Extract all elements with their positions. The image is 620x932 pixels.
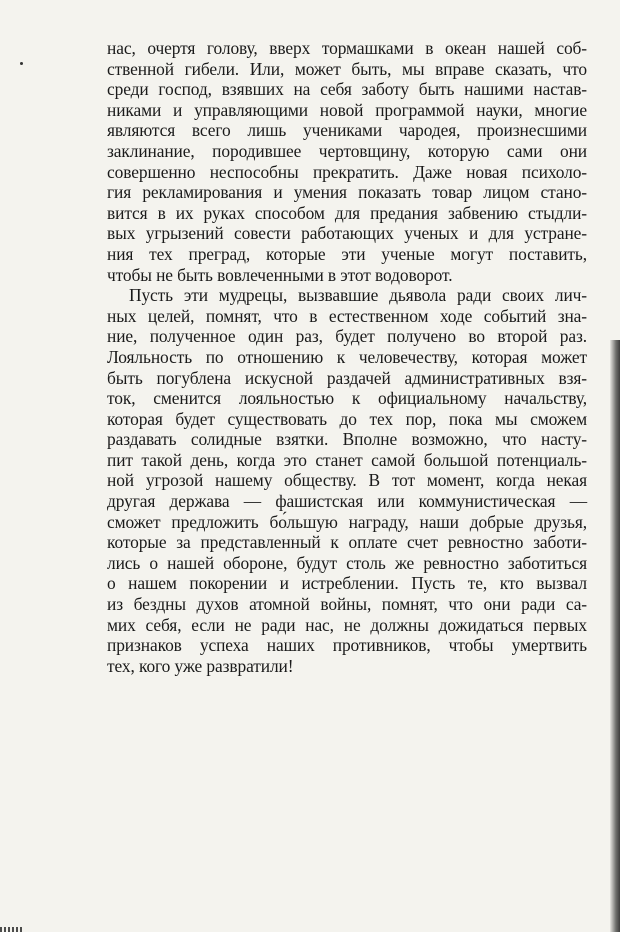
text-line: среди господ, взявших на себя заботу быть нашими настав-	[107, 79, 587, 100]
text-line: которая будет существовать до тех пор, пока мы сможем	[107, 408, 587, 429]
text-line: никами и управляющими новой программой науки, многие	[107, 99, 587, 120]
scan-corner-mark	[0, 927, 24, 932]
text-line: нас, очертя голову, вверх тормашками в океан нашей соб-	[107, 38, 587, 58]
text-line: вится в их руках способом для предания забвению стыдли-	[107, 202, 587, 223]
text-line: вых угрызений совести работающих ученых и для устране-	[107, 223, 587, 244]
text-line: Лояльность по отношению к человечеству, которая может	[107, 346, 587, 367]
text-line: быть погублена искусной раздачей административных взя-	[107, 367, 587, 388]
text-line: ние, полученное один раз, будет получено во второй раз.	[107, 326, 587, 347]
text-line: лись о нашей обороне, будут столь же ревностно заботиться	[107, 552, 587, 573]
text-line: которые за представленный к оплате счет ревностно заботи-	[107, 532, 587, 553]
margin-dot	[20, 62, 23, 65]
text-line: совершенно неспособны прекратить. Даже новая психоло-	[107, 161, 587, 182]
text-line: ственной гибели. Или, может быть, мы вправе сказать, что	[107, 58, 587, 79]
text-line: мих себя, если не ради нас, не должны дожидаться первых	[107, 614, 587, 635]
text-line: из бездны духов атомной войны, помнят, что они ради са-	[107, 594, 587, 615]
text-line: ния тех преград, которые эти ученые могут поставить,	[107, 243, 587, 264]
paragraph-start-line: Пусть эти мудрецы, вызвавшие дьявола ради своих лич-	[129, 285, 587, 306]
text-line: ной угрозой нашему обществу. В тот момент, когда некая	[107, 470, 587, 491]
text-line: ток, сменится лояльностью к официальному начальству,	[107, 388, 587, 409]
body-text	[107, 38, 587, 676]
text-line: о нашем покорении и истреблении. Пусть те, кто вызвал	[107, 573, 587, 594]
text-line: ных целей, помнят, что в естественном ходе событий зна-	[107, 305, 587, 326]
text-line: являются всего лишь учениками чародея, произнесшими	[107, 120, 587, 141]
paragraph-end-line: тех, кого уже развратили!	[107, 655, 294, 676]
text-line: сможет предложить бо́льшую награду, наши добрые друзья,	[107, 511, 587, 532]
text-line: заклинание, породившее чертовщину, которую сами они	[107, 140, 587, 161]
paragraph-end-line: чтобы не быть вовлеченными в этот водоворот.	[107, 264, 453, 285]
text-line: другая держава — фашистская или коммунистическая —	[107, 491, 587, 512]
text-line: признаков успеха наших противников, чтобы умертвить	[107, 635, 587, 656]
text-line: гия рекламирования и умения показать товар лицом стано-	[107, 182, 587, 203]
scan-shadow-edge	[610, 340, 620, 932]
text-line: раздавать солидные взятки. Вполне возможно, что насту-	[107, 429, 587, 450]
text-line: пит такой день, когда это станет самой большой потенциаль-	[107, 449, 587, 470]
